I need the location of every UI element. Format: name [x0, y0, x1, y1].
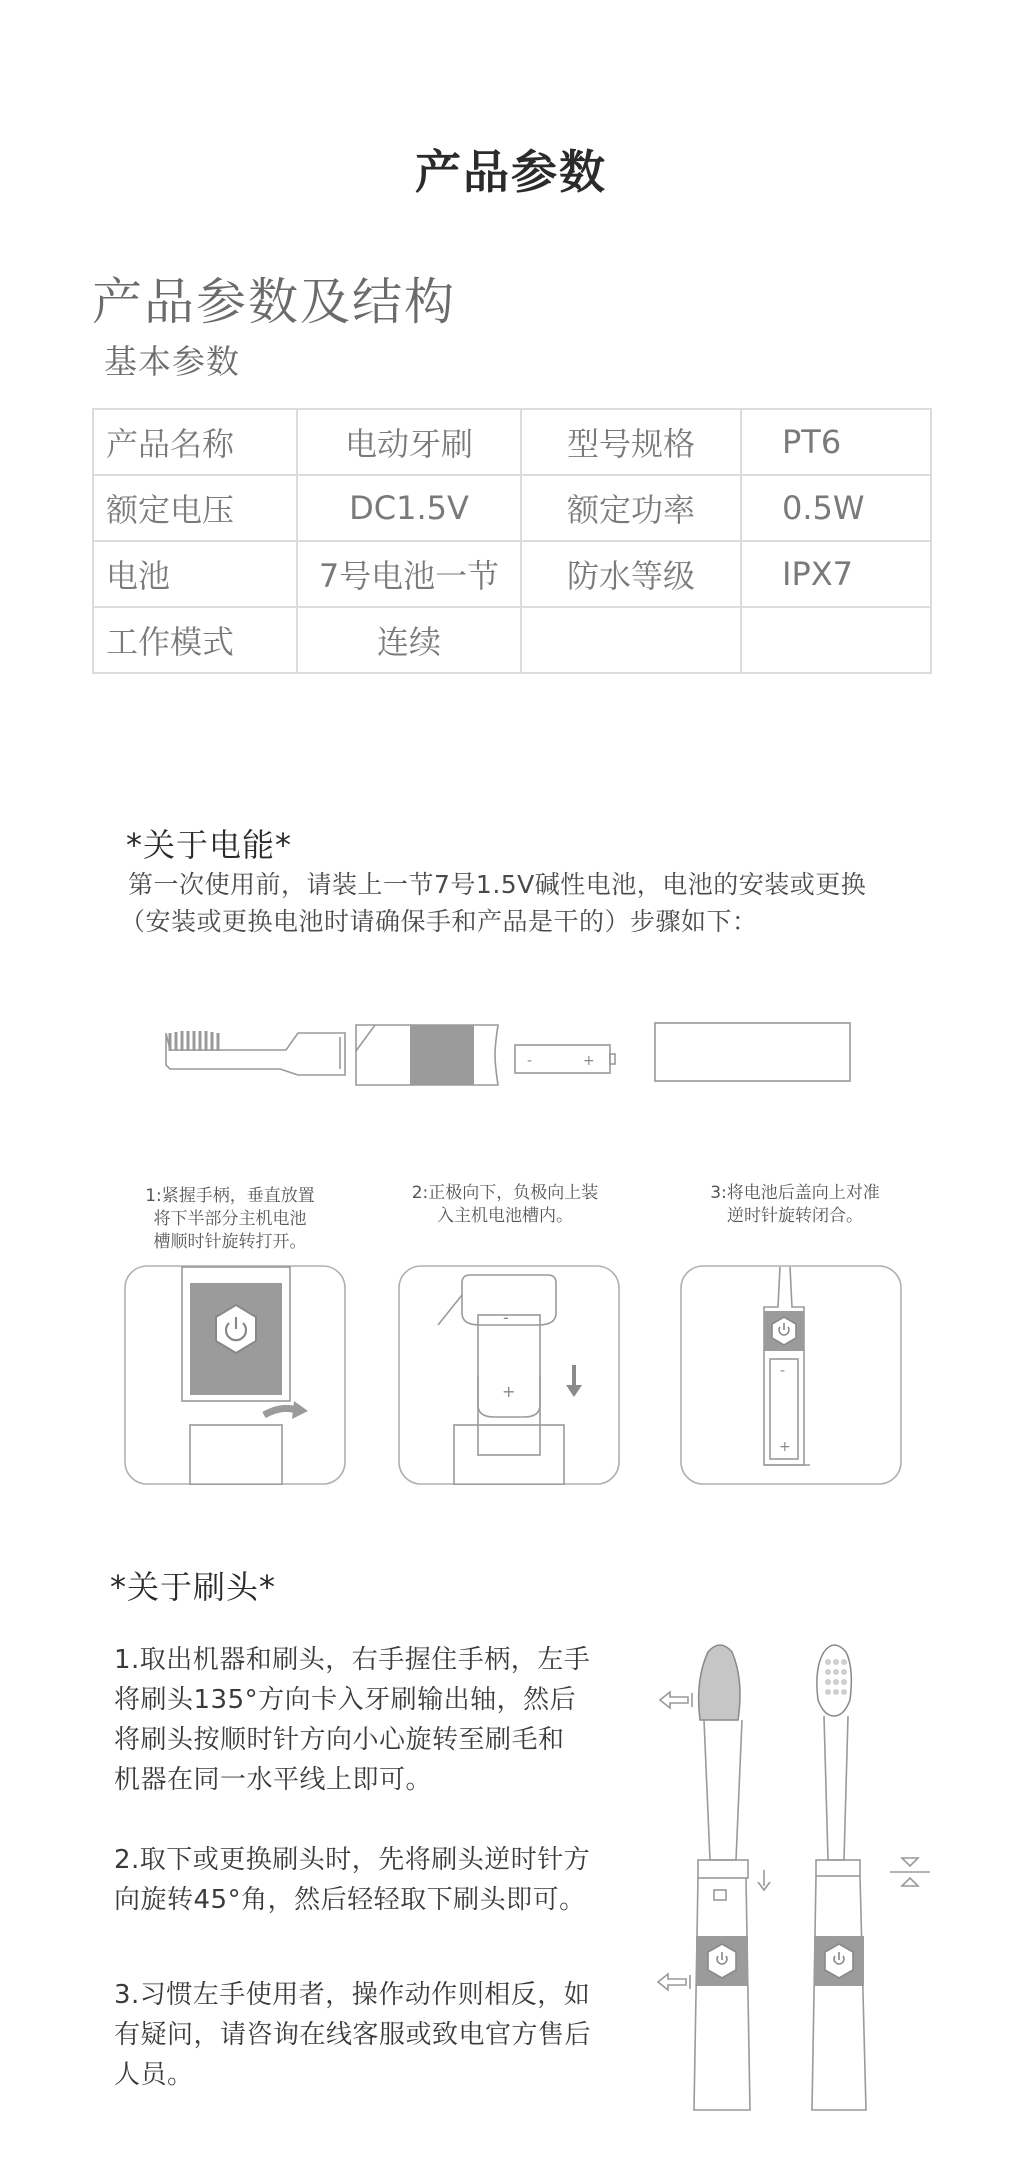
toothbrush-with-head-left [694, 1645, 750, 2110]
param-value [741, 607, 931, 673]
param-value: PT6 [741, 409, 931, 475]
arrow-right-icon [264, 1401, 308, 1419]
exploded-toothbrush-illustration [160, 1005, 860, 1095]
battery-plus-label: + [583, 1053, 595, 1069]
battery-minus-label: - [527, 1053, 533, 1069]
arrow-down-icon [566, 1365, 582, 1397]
step-2-illustration [398, 1265, 620, 1485]
param-value: DC1.5V [297, 475, 521, 541]
svg-text:+: + [779, 1439, 791, 1455]
param-value: 7号电池一节 [297, 541, 521, 607]
param-value: 连续 [297, 607, 521, 673]
section-title: 产品参数及结构 [92, 273, 456, 331]
param-label: 工作模式 [93, 607, 297, 673]
step-1-caption: 1:紧握手柄，垂直放置 将下半部分主机电池 槽顺时针旋转打开。 [145, 1186, 315, 1252]
svg-text:+: + [502, 1382, 516, 1401]
arrow-down-icon [758, 1870, 770, 1890]
main-body-illustration [356, 1025, 498, 1085]
step-3-illustration [680, 1265, 902, 1485]
arrow-left-icon [660, 1692, 692, 1708]
step-3-caption: 3:将电池后盖向上对准 逆时针旋转闭合。 [710, 1183, 880, 1226]
param-label: 型号规格 [521, 409, 741, 475]
table-row [93, 541, 931, 607]
battery-cover-illustration [655, 1023, 850, 1081]
table-row [93, 475, 931, 541]
arrow-left-icon [658, 1974, 690, 1990]
param-value: 0.5W [741, 475, 931, 541]
step-2-caption: 2:正极向下，负极向上装 入主机电池槽内。 [411, 1183, 599, 1226]
power-section-title: *关于电能* [126, 826, 293, 864]
brush-section-title: *关于刷头* [110, 1568, 277, 1606]
page-title: 产品参数 [415, 145, 607, 199]
table-row [93, 409, 931, 475]
params-table [92, 408, 932, 674]
param-label: 防水等级 [521, 541, 741, 607]
brush-instruction-1: 1.取出机器和刷头，右手握住手柄，左手 将刷头135°方向卡入牙刷输出轴，然后 将刷头按顺时针方向小心旋转至刷毛和 机器在同一水平线上即可。 [114, 1645, 591, 1795]
separation-arrows-icon [890, 1858, 930, 1886]
param-value: 电动牙刷 [297, 409, 521, 475]
toothbrush-with-head-right [812, 1645, 866, 2110]
param-label: 电池 [93, 541, 297, 607]
param-value: IPX7 [741, 541, 931, 607]
brush-head-install-illustration [640, 1640, 940, 2120]
power-instruction-line2: （安装或更换电池时请确保手和产品是干的）步骤如下： [120, 907, 758, 936]
param-label: 额定功率 [521, 475, 741, 541]
step-1-illustration [124, 1265, 346, 1485]
table-row [93, 607, 931, 673]
svg-text:-: - [780, 1363, 786, 1379]
battery-illustration [515, 1045, 615, 1073]
param-label [521, 607, 741, 673]
svg-text:-: - [503, 1308, 509, 1327]
brush-head-illustration [166, 1031, 345, 1075]
param-label: 额定电压 [93, 475, 297, 541]
power-instruction-line1: 第一次使用前，请装上一节7号1.5V碱性电池，电池的安装或更换 [128, 870, 867, 899]
param-label: 产品名称 [93, 409, 297, 475]
brush-instruction-2: 2.取下或更换刷头时，先将刷头逆时针方 向旋转45°角，然后轻轻取下刷头即可。 [114, 1845, 591, 1915]
brush-instruction-3: 3.习惯左手使用者，操作动作则相反，如 有疑问，请咨询在线客服或致电官方售后 人员。 [114, 1980, 592, 2090]
sub-title: 基本参数 [104, 342, 240, 381]
